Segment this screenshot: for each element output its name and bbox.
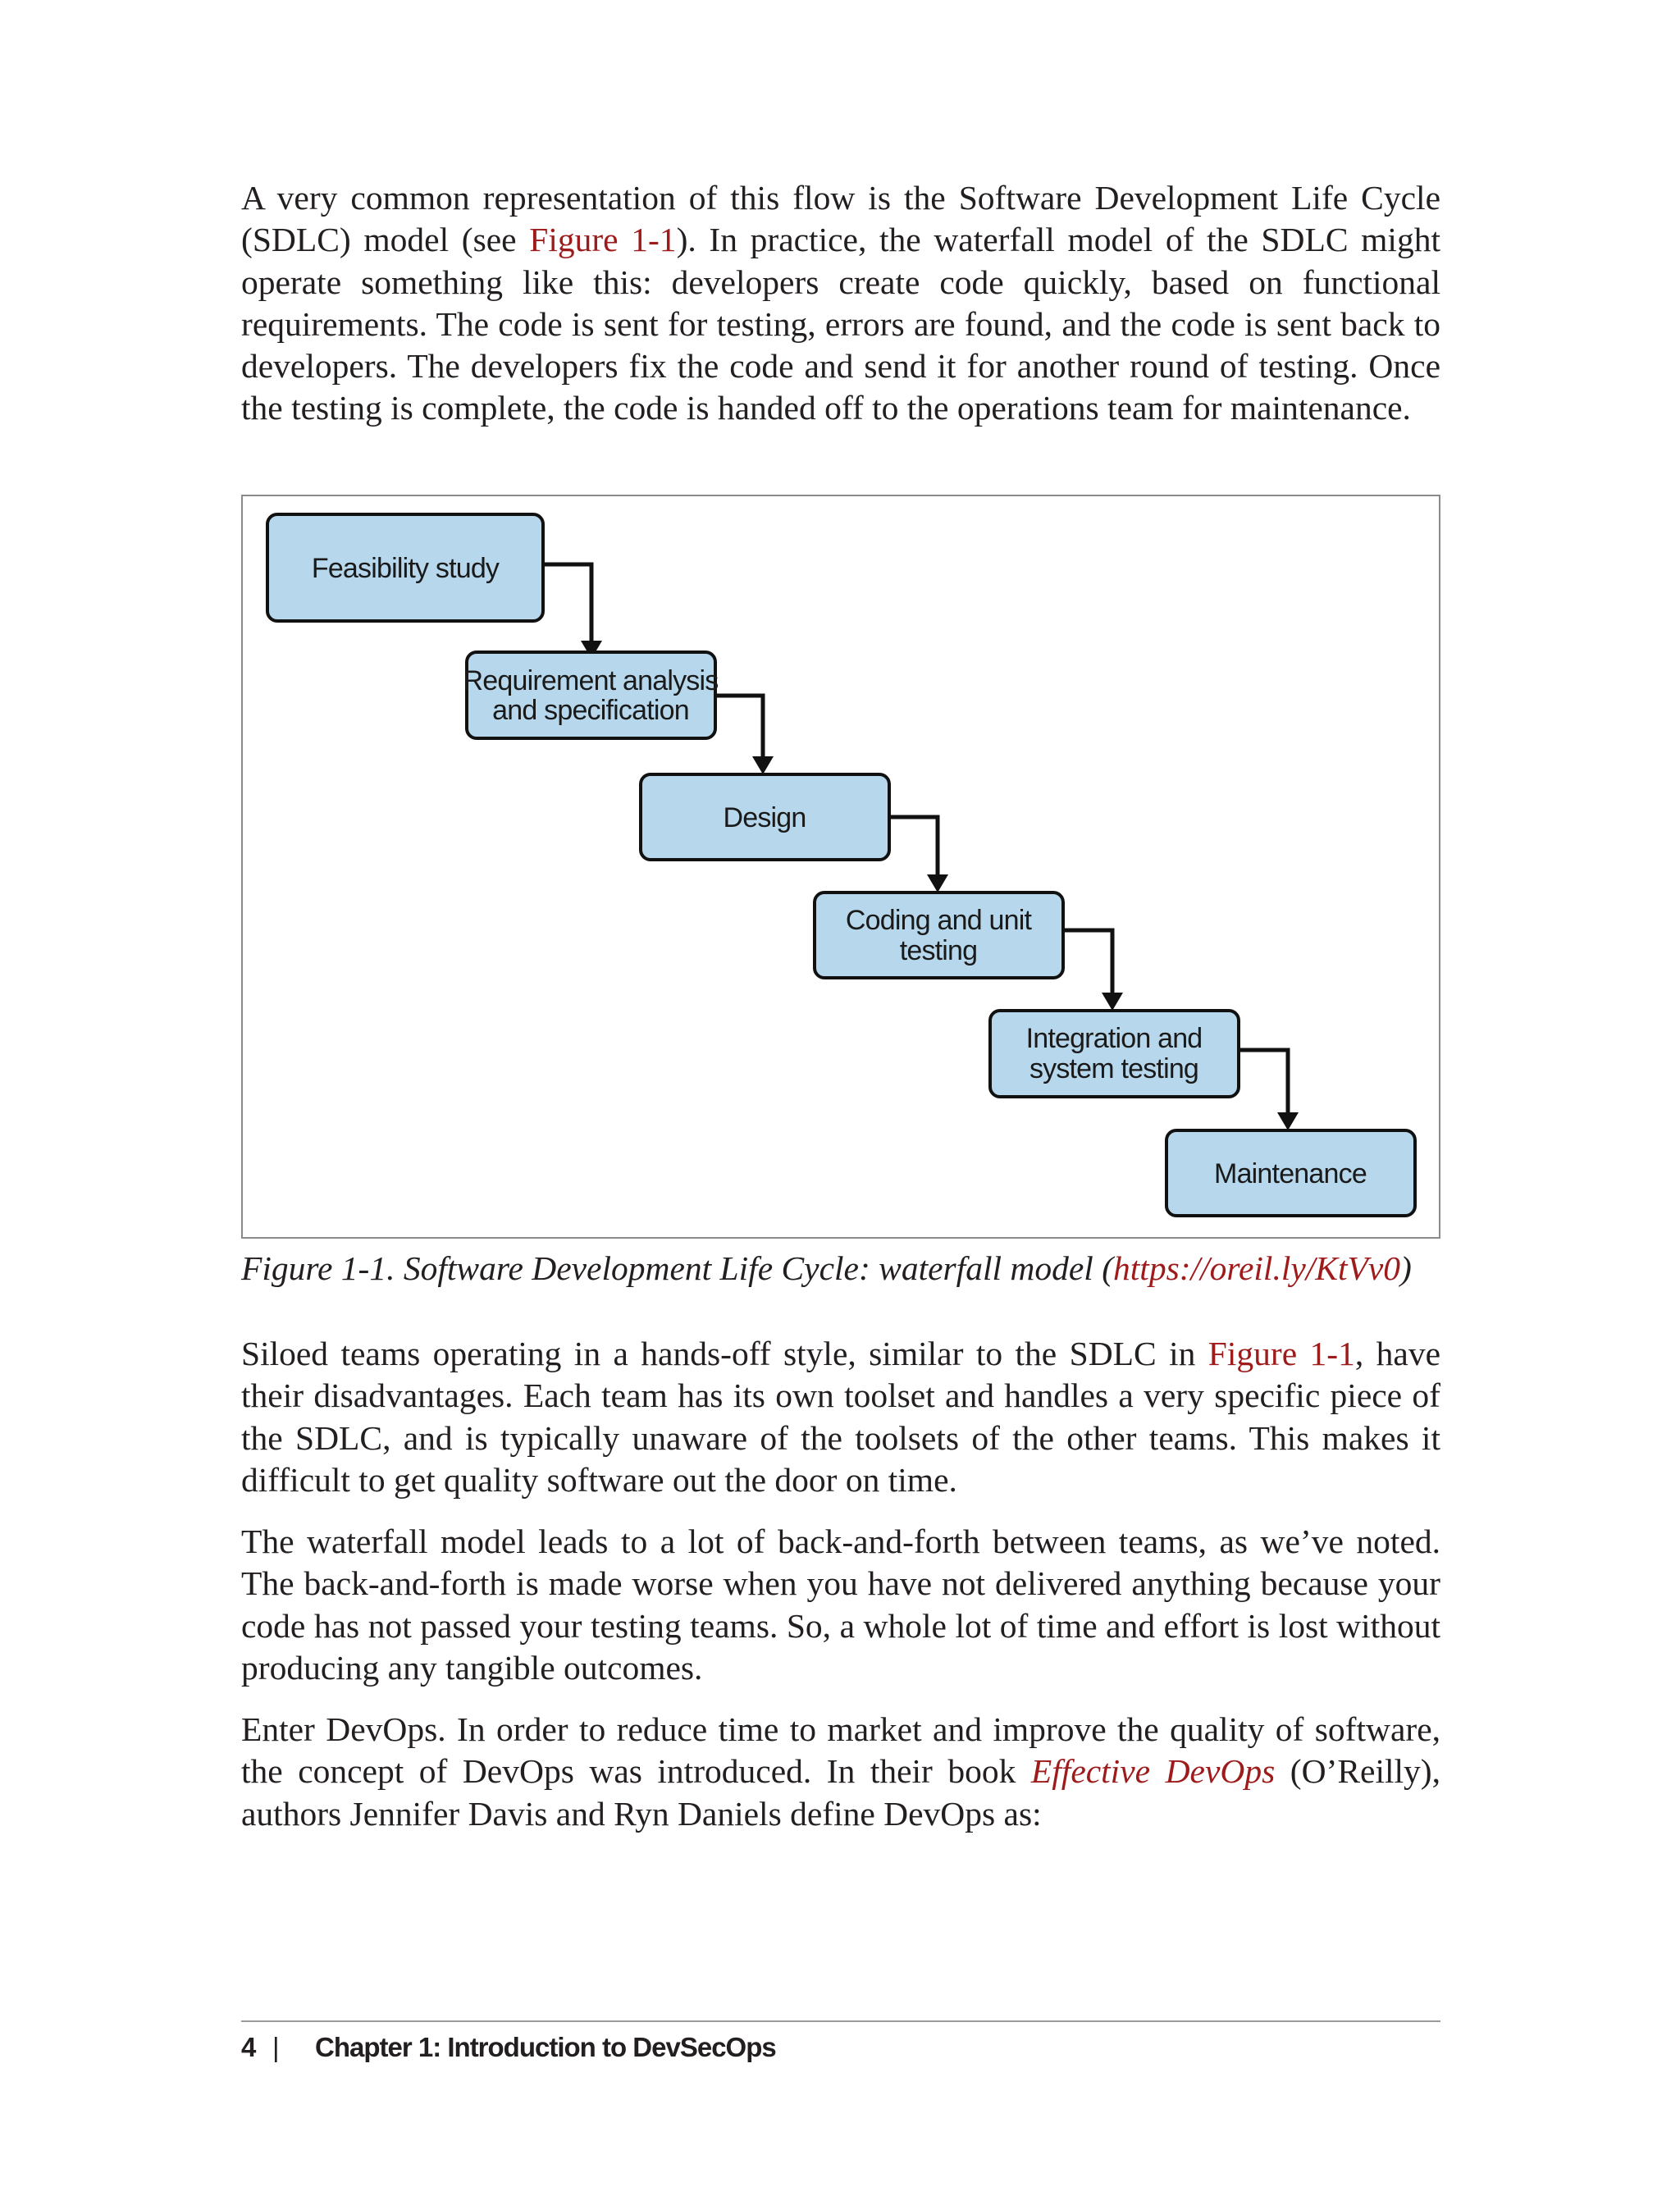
- figure-1-1: [241, 495, 1440, 1239]
- step-maintenance: [1166, 1130, 1415, 1216]
- step-label: Design: [723, 802, 806, 833]
- step-label: and specification: [492, 695, 689, 726]
- connector-arrow: [543, 564, 591, 641]
- footer-divider: [241, 2020, 1440, 2022]
- footer-separator: |: [272, 2032, 279, 2062]
- connector-arrow: [715, 696, 763, 756]
- arrow-head: [927, 874, 948, 892]
- paragraph-text: Enter DevOps. In order to reduce time to market and improve the quality of software, the concept of DevOps was introduced. In their book: [241, 1710, 1440, 1791]
- arrow-head: [1102, 993, 1123, 1011]
- paragraph-text: A very common representation of this flow is the Software Development Life Cycle (SDLC) model (see: [241, 179, 1440, 259]
- page-footer: [241, 2032, 776, 2070]
- paragraph-text: , have their disadvantages. Each team has its own toolset and handles a very specific piece of the SDLC, and is typically unaware of the toolsets of the other teams. This makes it difficult to get quality software out the door on time.: [241, 1335, 1440, 1499]
- caption-text: Figure 1-1. Software Development Life Cycle: waterfall model (: [241, 1249, 1114, 1287]
- paragraph-text: Siloed teams operating in a hands-off style, similar to the SDLC in: [241, 1335, 1208, 1372]
- caption-url-link[interactable]: https://oreil.ly/KtVv0: [1113, 1249, 1401, 1287]
- figure-caption: [241, 1247, 1472, 1290]
- waterfall-diagram: [243, 496, 1439, 1237]
- figure-1-1-link[interactable]: Figure 1-1: [1208, 1335, 1355, 1372]
- arrow-head: [752, 756, 774, 774]
- paragraph-back-and-forth: [241, 1521, 1440, 1689]
- step-coding-and-unit-testing: [815, 892, 1063, 978]
- figure-1-1-link[interactable]: Figure 1-1: [529, 221, 677, 259]
- step-feasibility-study: [267, 514, 543, 621]
- step-label: system testing: [1029, 1053, 1199, 1084]
- step-label: Coding and unit: [845, 905, 1032, 936]
- page-number: 4: [241, 2032, 256, 2062]
- arrow-head: [1277, 1112, 1299, 1130]
- caption-text: ): [1400, 1249, 1412, 1287]
- chapter-title: Chapter 1: Introduction to DevSecOps: [315, 2032, 776, 2062]
- step-label: testing: [899, 935, 978, 966]
- step-label: Requirement analysis: [463, 665, 719, 696]
- paragraph-enter-devops: [241, 1709, 1440, 1835]
- step-design: [641, 774, 889, 860]
- connector-arrow: [1239, 1050, 1288, 1112]
- step-requirement-analysis: [463, 652, 719, 738]
- paragraph-text: (O’Reilly), authors Jennifer Davis and Ryn Daniels define DevOps as:: [241, 1752, 1441, 1833]
- step-integration-and-system-testing: [990, 1011, 1239, 1097]
- step-label: Integration and: [1025, 1023, 1203, 1054]
- connector-arrow: [889, 817, 938, 874]
- paragraph-text: The waterfall model leads to a lot of back-and-forth between teams, as we’ve noted. The back-and-forth is made worse when you have not delivered anything because your code has not passed your testing teams. So, a whole lot of time and effort is lost without producing any tangible outcomes.: [241, 1522, 1440, 1687]
- paragraph-text: ). In practice, the waterfall model of the SDLC might operate something like this: developers create code quickly, based on functional requirements. The code is sent for testing, errors are found, and the code is sent back to developers. The developers fix the code and send it for another round of testing. Once the testing is complete, the code is handed off to the operations team for maintenance.: [241, 221, 1440, 427]
- step-label: Feasibility study: [311, 553, 500, 584]
- connector-arrow: [1063, 930, 1112, 993]
- paragraph-sdlc-intro: [241, 177, 1440, 430]
- step-label: Maintenance: [1214, 1158, 1367, 1189]
- paragraph-siloed-teams: [241, 1333, 1440, 1501]
- effective-devops-link[interactable]: Effective DevOps: [1030, 1752, 1276, 1791]
